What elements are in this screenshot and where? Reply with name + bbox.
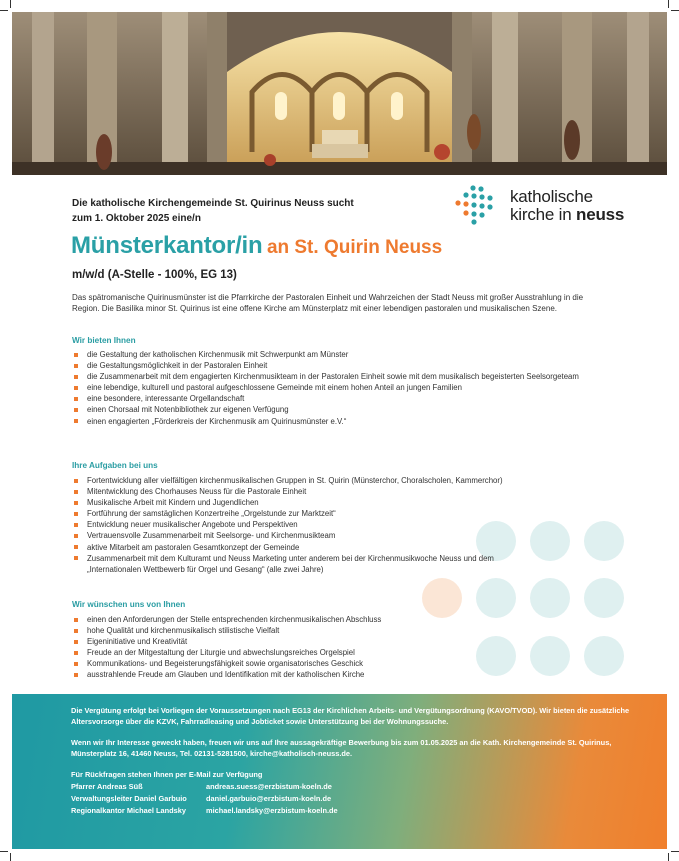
church-interior-photo bbox=[12, 12, 667, 175]
list-item: aktive Mitarbeit am pastoralen Gesamtkonzept der Gemeinde bbox=[72, 542, 572, 553]
list-item: Freude an der Mitgestaltung der Liturgie und abwechslungsreiches Orgelspiel bbox=[72, 647, 592, 658]
logo-text bbox=[510, 188, 624, 224]
list-item: Fortentwicklung aller vielfältigen kirchenmusikalischen Gruppen in St. Quirin (Münsterchor, Choralscholen, Kammerchor) bbox=[72, 475, 572, 486]
contact-name: Pfarrer Andreas Süß bbox=[71, 782, 143, 791]
list-item: die Zusammenarbeit mit dem engagierten Kirchenmusikteam in der Pastoralen Einheit sowie mit dem musikalisch begeisterten Seelsorgeteam bbox=[72, 371, 592, 382]
section-heading-wishes: Wir wünschen uns von Ihnen bbox=[72, 600, 186, 609]
wishes-list bbox=[72, 614, 592, 681]
logo-line-2 bbox=[510, 206, 624, 224]
intro-line-2: zum 1. Oktober 2025 eine/n bbox=[72, 213, 201, 224]
crop-mark bbox=[668, 853, 669, 861]
position-subtitle: m/w/d (A-Stelle - 100%, EG 13) bbox=[72, 269, 237, 281]
title-main: Münsterkantor/in bbox=[71, 232, 263, 259]
logo-line-2-bold: neuss bbox=[576, 205, 625, 224]
list-item: Mitentwicklung des Chorhauses Neuss für die Pastorale Einheit bbox=[72, 486, 572, 497]
list-item: einen den Anforderungen der Stelle entsprechenden kirchenmusikalischen Abschluss bbox=[72, 614, 592, 625]
list-item: ausstrahlende Freude am Glauben und Identifikation mit der katholischen Kirche bbox=[72, 669, 592, 680]
katholische-kirche-neuss-logo bbox=[453, 184, 643, 234]
intro-line-1: Die katholische Kirchengemeinde St. Quirinus Neuss sucht bbox=[72, 198, 354, 209]
contact-email[interactable]: daniel.garbuio@erzbistum-koeln.de bbox=[206, 794, 332, 803]
contact-name: Regionalkantor Michael Landsky bbox=[71, 806, 186, 815]
list-item: einen Chorsaal mit Notenbibliothek zur eigenen Verfügung bbox=[72, 404, 592, 415]
church-interior-illustration bbox=[12, 12, 667, 175]
list-item: die Gestaltung der katholischen Kirchenmusik mit Schwerpunkt am Münster bbox=[72, 349, 592, 360]
crop-mark bbox=[0, 10, 8, 11]
footer-application-text: Wenn wir Ihr Interesse geweckt haben, freuen wir uns auf Ihre aussagekräftige Bewerbung bis zum 01.05.2025 an die Kath. Kirchengemeinde St. Quirinus, Münsterplatz 16, 41460 Neuss, Tel. 02131-5281500, kirche@katholisch-neuss.de. bbox=[71, 738, 612, 758]
section-heading-offer: Wir bieten Ihnen bbox=[72, 336, 136, 345]
tasks-list bbox=[72, 475, 572, 575]
footer-band bbox=[12, 694, 667, 849]
footer-compensation-text: Die Vergütung erfolgt bei Vorliegen der Voraussetzungen nach EG13 der Kirchlichen Arbeits- und Vergütungsordnung (KAVO/TVOD). Wir bieten die zusätzliche Altersvorsorge über die KZVK, Fahrradleasing und Jobticket sowie Unterstützung bei der Wohnungssuche. bbox=[71, 706, 630, 726]
crop-mark bbox=[0, 851, 8, 852]
list-item: Vertrauensvolle Zusammenarbeit mit Seelsorge- und Kirchenmusikteam bbox=[72, 530, 572, 541]
crop-mark bbox=[671, 851, 679, 852]
page-title bbox=[71, 232, 442, 260]
contact-email[interactable]: andreas.suess@erzbistum-koeln.de bbox=[206, 782, 332, 791]
contact-name: Verwaltungsleiter Daniel Garbuio bbox=[71, 794, 187, 803]
list-item: eine besondere, interessante Orgellandschaft bbox=[72, 393, 592, 404]
crop-mark bbox=[671, 10, 679, 11]
list-item: hohe Qualität und kirchenmusikalisch stilistische Vielfalt bbox=[72, 625, 592, 636]
intro-text bbox=[72, 196, 402, 226]
decorative-bubble bbox=[476, 578, 516, 618]
list-item: die Gestaltungsmöglichkeit in der Pastoralen Einheit bbox=[72, 360, 592, 371]
logo-line-2-prefix: kirche in bbox=[510, 205, 577, 224]
contacts-heading: Für Rückfragen stehen Ihnen per E-Mail zur Verfügung bbox=[71, 770, 263, 779]
decorative-bubble bbox=[584, 578, 624, 618]
list-item: Entwicklung neuer musikalischer Angebote und Perspektiven bbox=[72, 519, 572, 530]
crop-mark bbox=[668, 0, 669, 8]
logo-dots-icon bbox=[453, 184, 495, 226]
contact-row bbox=[71, 782, 332, 793]
contact-row bbox=[71, 794, 332, 805]
offer-list bbox=[72, 349, 592, 427]
decorative-bubble bbox=[584, 521, 624, 561]
list-item: eine lebendige, kulturell und pastoral aufgeschlossene Gemeinde mit einem hohen Anteil an jungen Familien bbox=[72, 382, 592, 393]
list-item: einen engagierten „Förderkreis der Kirchenmusik am Quirinusmünster e.V.“ bbox=[72, 416, 592, 427]
list-item: Eigeninitiative und Kreativität bbox=[72, 636, 592, 647]
crop-mark bbox=[10, 853, 11, 861]
lead-paragraph: Das spätromanische Quirinusmünster ist die Pfarrkirche der Pastoralen Einheit und Wahrzeichen der Stadt Neuss mit großer Ausstrahlung in die Region. Die Basilika minor St. Quirinus ist eine offene Kirche am Münsterplatz mit einer lebendigen pastoralen und musikalischen Szene. bbox=[72, 293, 584, 313]
list-item: Kommunikations- und Begeisterungsfähigkeit sowie organisatorisches Geschick bbox=[72, 658, 592, 669]
contact-row bbox=[71, 806, 338, 817]
section-heading-tasks: Ihre Aufgaben bei uns bbox=[72, 461, 158, 470]
contact-email[interactable]: michael.landsky@erzbistum-koeln.de bbox=[206, 806, 338, 815]
list-item: Fortführung der samstäglichen Konzertreihe „Orgelstunde zur Marktzeit“ bbox=[72, 508, 572, 519]
list-item: Musikalische Arbeit mit Kindern und Jugendlichen bbox=[72, 497, 572, 508]
decorative-bubble bbox=[530, 578, 570, 618]
crop-mark bbox=[10, 0, 11, 8]
list-item: Zusammenarbeit mit dem Kulturamt und Neuss Marketing unter anderem bei der Kirchenmusikwoche Neuss und dem „Internationalen Wettbewerb für Orgel und Gesang“ (alle zwei Jahre) bbox=[72, 553, 502, 575]
decorative-bubble bbox=[422, 578, 462, 618]
title-accent: an St. Quirin Neuss bbox=[266, 237, 443, 258]
logo-line-1: katholische bbox=[510, 187, 593, 206]
